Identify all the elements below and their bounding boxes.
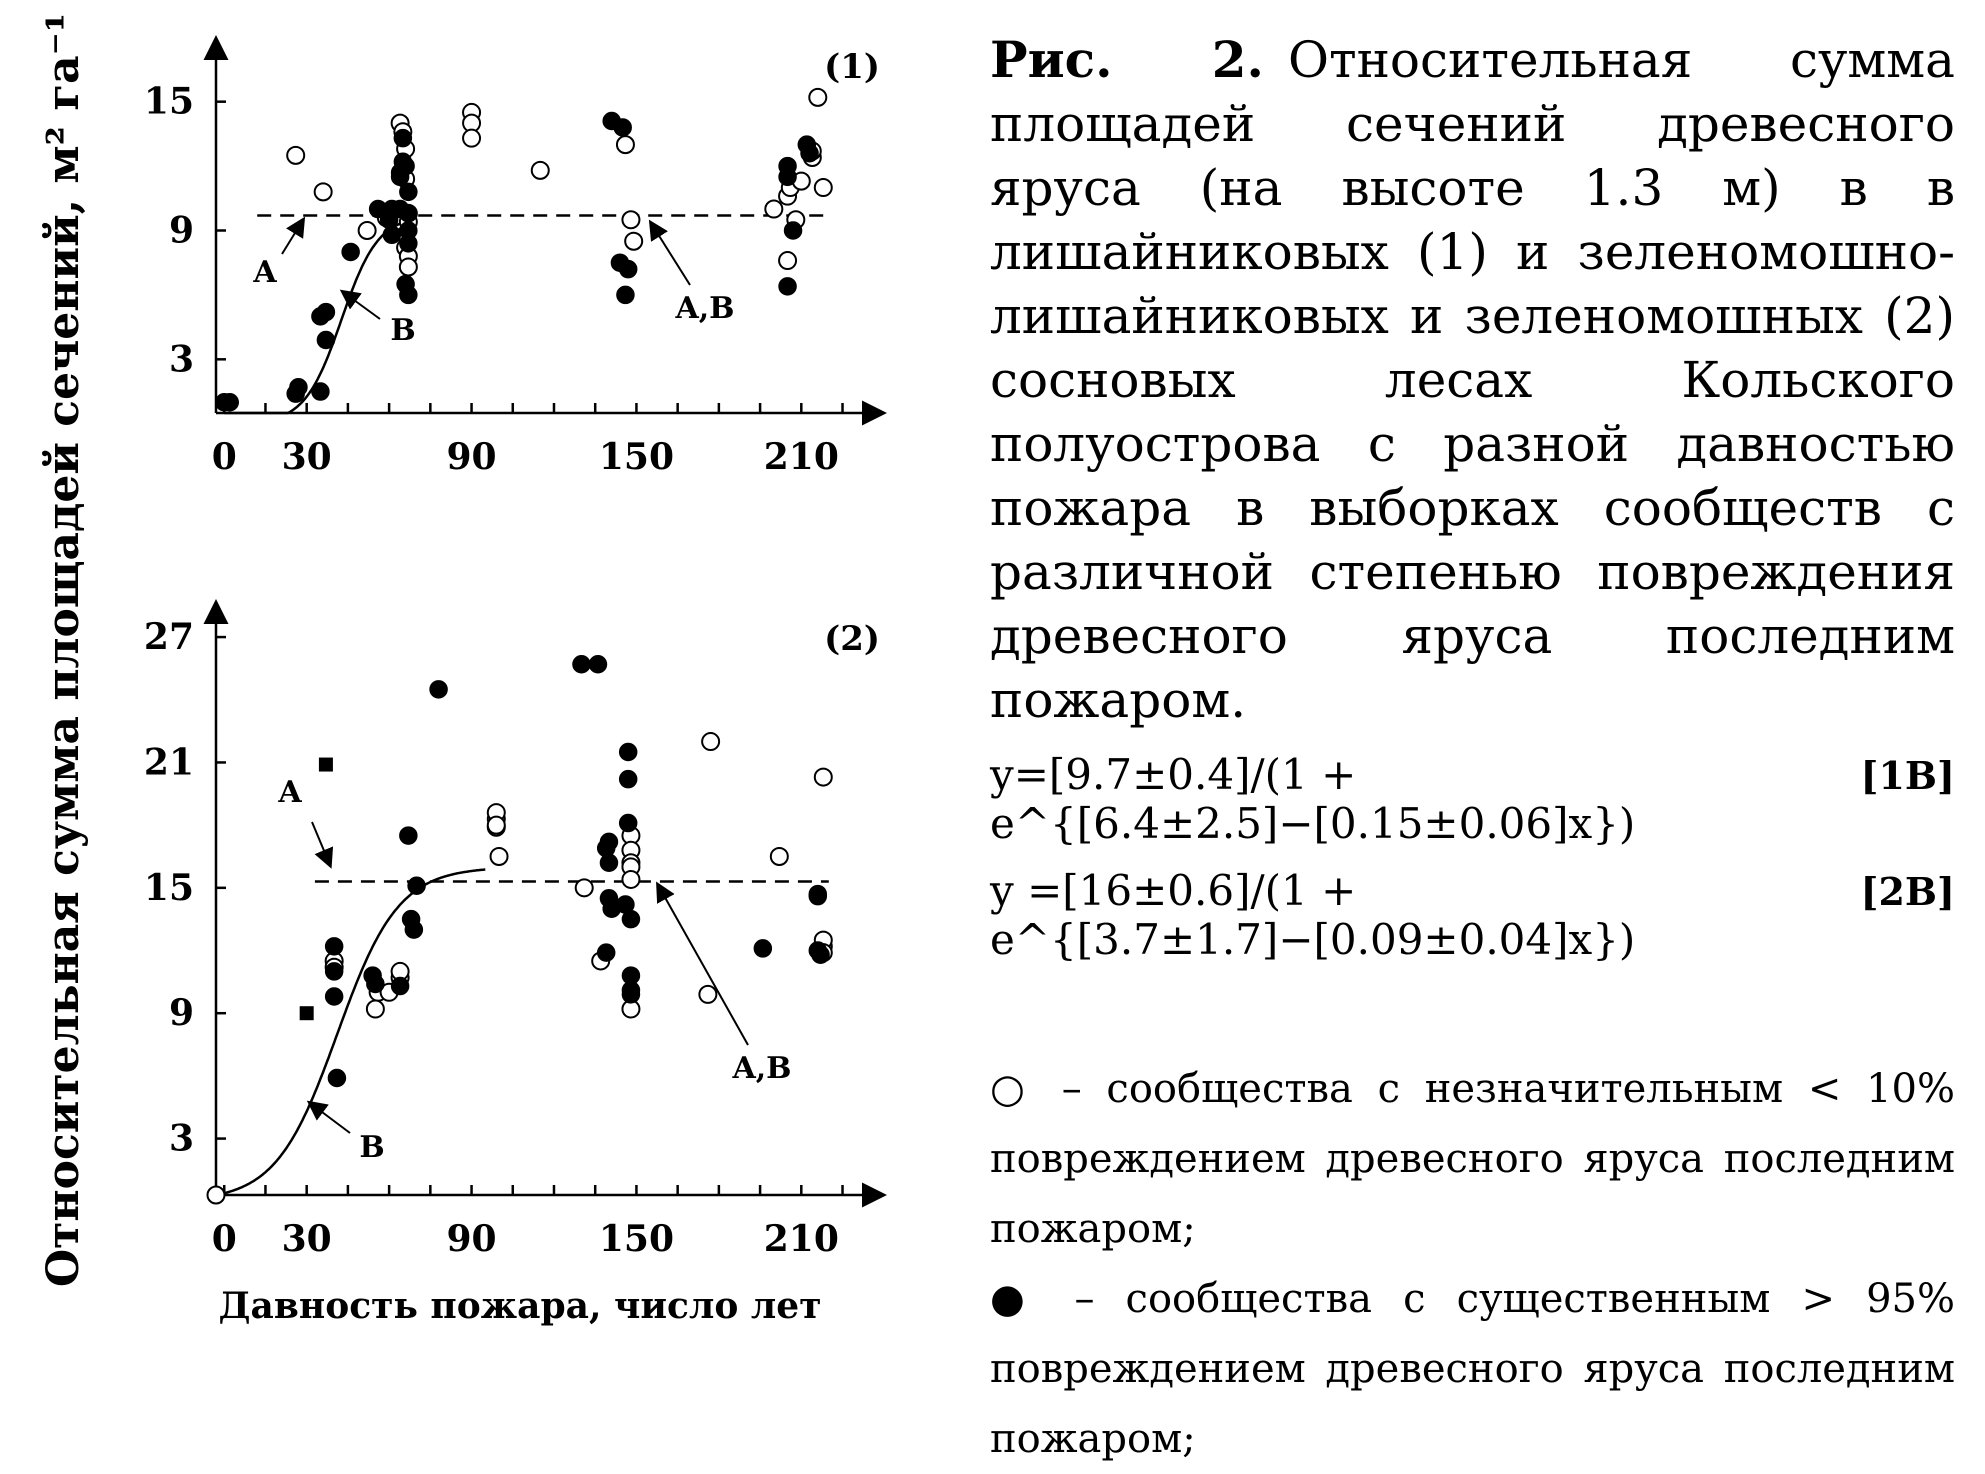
open-point: [765, 201, 782, 218]
open-point: [359, 222, 376, 239]
annotation-arrow: [343, 292, 380, 319]
panel-2-label: (2): [824, 619, 880, 659]
equation-row-2: [990, 866, 1955, 964]
annotation-arrow: [658, 885, 748, 1045]
x-tick-label: 30: [281, 1218, 332, 1260]
filled-point: [400, 235, 417, 252]
filled-point: [400, 205, 417, 222]
annotation-arrow: [282, 220, 303, 254]
filled-point: [367, 975, 384, 992]
filled-point: [405, 921, 422, 938]
equation-row-1: [990, 750, 1955, 848]
open-point: [315, 183, 332, 200]
open-point: [367, 1001, 384, 1018]
open-point: [771, 848, 788, 865]
x-tick-label: 90: [446, 1218, 497, 1260]
legend-item-open: [990, 1054, 1955, 1264]
x-tick-label: 210: [763, 1218, 839, 1260]
legend-item-filled: [990, 1264, 1955, 1474]
panel-1-axes: [216, 40, 882, 413]
caption-heading: Рис. 2.: [990, 30, 1264, 89]
open-point: [699, 986, 716, 1003]
open-point: [287, 147, 304, 164]
filled-point: [598, 944, 615, 961]
x-tick-label: 150: [598, 1218, 675, 1260]
filled-circle-icon: ●: [990, 1276, 1044, 1322]
open-point: [625, 233, 642, 250]
y-tick-label: 27: [143, 616, 194, 659]
filled-point: [600, 833, 617, 850]
filled-point: [779, 278, 796, 295]
annotation-label: A: [253, 255, 277, 290]
panel-1-ticks: [144, 81, 843, 478]
panel-1-label: (1): [824, 47, 880, 87]
logistic-fit-curve: [216, 870, 485, 1196]
open-point: [532, 162, 549, 179]
filled-point: [317, 332, 334, 349]
x-tick-label: 0: [211, 1218, 237, 1260]
open-point: [491, 848, 508, 865]
filled-point: [779, 168, 796, 185]
open-point: [576, 879, 593, 896]
caption-paragraph: [990, 28, 1955, 732]
y-tick-label: 15: [143, 80, 194, 123]
annotation-label: A: [278, 775, 302, 810]
filled-point: [394, 130, 411, 147]
filled-point: [400, 827, 417, 844]
filled-point: [326, 938, 343, 955]
y-tick-label: 3: [168, 1117, 194, 1160]
open-point: [702, 733, 719, 750]
open-point: [400, 259, 417, 276]
caption-text: Относительная сумма площадей сечений древесного яруса (на высоте 1.3 м) в в лишайниковых (1) и зеленомошно-лишайниковых и зеленомошных (2) сосновых лесах Кольского полуострова с разной давностью пожара в выборках сообществ с различной степенью повреждения древесного яруса последним пожаром.: [990, 31, 1955, 729]
panel-1-points: [216, 89, 832, 411]
filled-point: [785, 222, 802, 239]
filled-point: [290, 379, 307, 396]
x-tick-label: 30: [281, 436, 332, 478]
open-point: [617, 136, 634, 153]
filled-point: [326, 988, 343, 1005]
open-point: [208, 1187, 225, 1204]
open-point: [463, 130, 480, 147]
open-point: [809, 89, 826, 106]
filled-point: [754, 940, 771, 957]
filled-square-point: [300, 1006, 314, 1020]
filled-point: [397, 158, 414, 175]
panel-2-ticks: [144, 616, 843, 1260]
y-tick-label: 9: [168, 209, 194, 252]
equation-1: y=[9.7±0.4]/(1 + e^{[6.4±2.5]−[0.15±0.06]x}): [990, 750, 1636, 848]
filled-point: [617, 286, 634, 303]
filled-point: [589, 656, 606, 673]
filled-point: [408, 877, 425, 894]
panel-1-annotations: [252, 220, 734, 348]
y-tick-label: 15: [143, 866, 194, 909]
filled-point: [620, 815, 637, 832]
y-tick-label: 21: [143, 741, 194, 784]
filled-point: [312, 383, 329, 400]
filled-point: [328, 1069, 345, 1086]
filled-point: [392, 978, 409, 995]
open-point: [815, 179, 832, 196]
filled-point: [614, 119, 631, 136]
annotation-label: A,B: [732, 1051, 792, 1086]
panel-2-fit-curve: [216, 870, 485, 1196]
filled-point: [342, 243, 359, 260]
annotation-label: A,B: [675, 291, 735, 326]
filled-point: [600, 854, 617, 871]
panel-2-chart: [144, 604, 882, 1260]
filled-point: [221, 394, 238, 411]
panel-2-annotations: [277, 775, 791, 1165]
annotation-arrow: [651, 223, 690, 285]
open-point: [779, 252, 796, 269]
open-circle-icon: ○: [990, 1066, 1037, 1112]
legend: [990, 1054, 1955, 1474]
filled-point: [622, 911, 639, 928]
x-axis-label: Давность пожара, число лет: [218, 1285, 822, 1327]
filled-point: [620, 744, 637, 761]
x-tick-label: 210: [763, 436, 839, 478]
filled-point: [430, 681, 447, 698]
filled-point: [383, 226, 400, 243]
open-point: [815, 769, 832, 786]
annotation-arrow: [312, 822, 330, 865]
panel-1-chart: [144, 40, 882, 478]
filled-point: [573, 656, 590, 673]
annotation-label: B: [359, 1130, 385, 1165]
filled-point: [400, 183, 417, 200]
filled-point: [317, 304, 334, 321]
filled-square-point: [319, 758, 333, 772]
legend-text-filled: – сообщества с существенным > 95% повреждением древесного яруса последним пожаром;: [990, 1276, 1956, 1462]
filled-point: [620, 771, 637, 788]
open-point: [622, 211, 639, 228]
filled-point: [622, 986, 639, 1003]
filled-point: [812, 946, 829, 963]
y-tick-label: 3: [168, 338, 194, 381]
filled-point: [620, 261, 637, 278]
x-tick-label: 150: [598, 436, 675, 478]
filled-point: [326, 963, 343, 980]
equation-2-id: [2B]: [1860, 869, 1955, 914]
filled-point: [400, 286, 417, 303]
y-axis-label: Относительная сумма площадей сечений, м² га⁻¹: [38, 12, 89, 1288]
y-tick-label: 9: [168, 992, 194, 1035]
annotation-label: B: [390, 313, 416, 348]
open-point: [622, 871, 639, 888]
equation-1-id: [1B]: [1860, 753, 1955, 798]
open-point: [488, 817, 505, 834]
x-tick-label: 90: [446, 436, 497, 478]
filled-point: [801, 145, 818, 162]
x-tick-label: 0: [211, 436, 237, 478]
legend-text-open: – сообщества с незначительным < 10% повреждением древесного яруса последним пожаром;: [990, 1066, 1955, 1252]
figure-caption: [990, 28, 1955, 1474]
annotation-arrow: [310, 1103, 350, 1133]
filled-point: [809, 888, 826, 905]
equation-2: y =[16±0.6]/(1 + e^{[3.7±1.7]−[0.09±0.04]x}): [990, 866, 1636, 964]
